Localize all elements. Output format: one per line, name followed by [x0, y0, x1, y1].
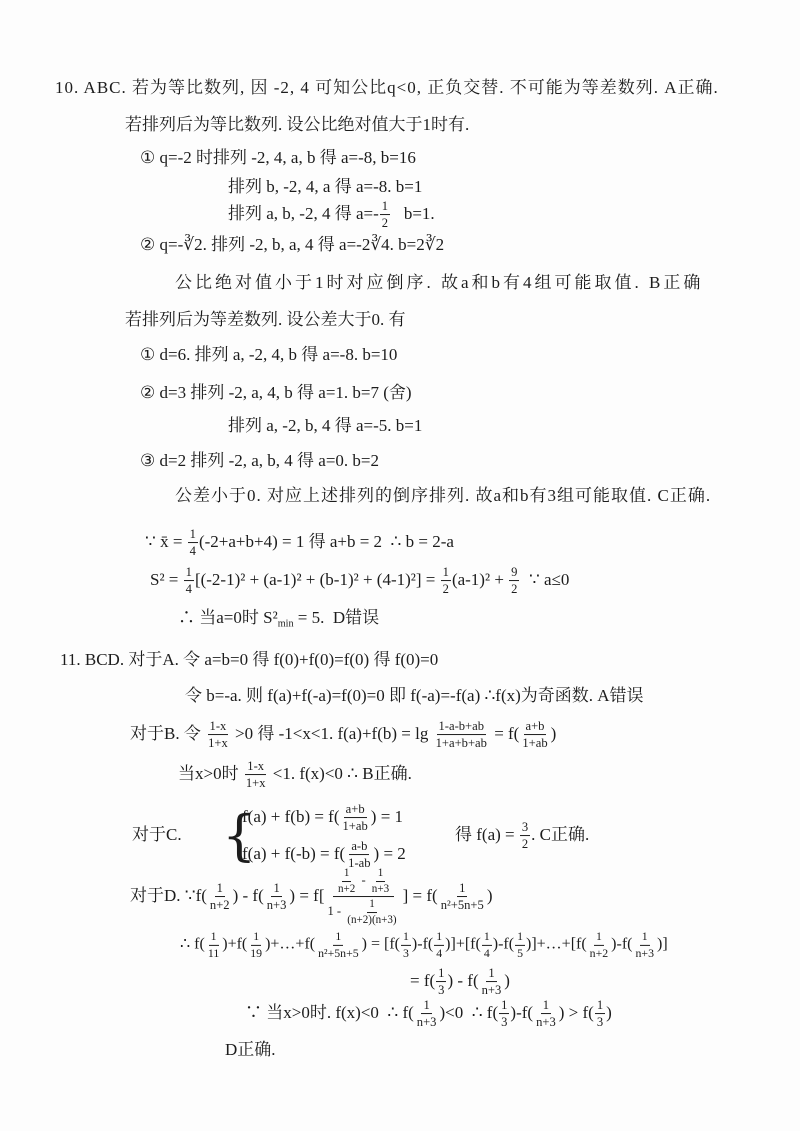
fraction-numerator	[349, 839, 369, 855]
text-run: ) = f[	[289, 885, 325, 905]
text-run: 排列 a, -2, b, 4 得 a=-5. b=1	[228, 415, 423, 435]
arithmetic-case-3-d2	[140, 451, 379, 471]
fraction-denominator	[439, 898, 486, 913]
text-run: ) = 1	[370, 806, 404, 826]
fraction-numerator	[520, 820, 530, 836]
fraction	[434, 719, 489, 751]
text-run: 对于C.	[132, 824, 182, 844]
text-run: 5	[517, 945, 523, 960]
option-b-conclusion	[178, 759, 412, 791]
fraction-denominator	[499, 1015, 509, 1030]
fraction-numerator	[541, 998, 551, 1014]
fraction	[595, 998, 605, 1030]
option-c-label	[132, 825, 182, 845]
fraction-denominator	[515, 946, 525, 961]
option-d-conclusion	[225, 1040, 276, 1060]
text-run: ) - f(	[232, 885, 264, 905]
fraction-denominator	[441, 582, 451, 597]
fraction	[184, 565, 194, 597]
text-run: (-2+a+b+4) = 1 得 a+b = 2 ∴ b = 2-a	[198, 531, 454, 551]
text-run: ∵ a≤0	[520, 569, 570, 589]
fraction-numerator	[215, 881, 225, 897]
fraction-denominator	[480, 983, 504, 998]
text-run: n+3	[266, 898, 287, 913]
arithmetic-case-intro	[125, 310, 406, 330]
option-d-sum-result	[410, 966, 510, 998]
text-run: 1	[501, 998, 508, 1013]
fraction-numerator	[271, 881, 281, 897]
fraction-numerator	[208, 719, 229, 735]
fraction	[515, 930, 525, 960]
text-run: (n+2)(n+3)	[347, 914, 397, 927]
text-run: 公比绝对值小于1时对应倒序. 故a和b有4组可能取值. B正确	[175, 272, 704, 292]
text-run: n+3	[416, 1015, 437, 1030]
fraction-denominator	[595, 1015, 605, 1030]
text-run: 3	[521, 820, 529, 835]
text-run: 11	[207, 945, 220, 960]
fraction	[534, 998, 558, 1030]
fraction-denominator	[401, 946, 411, 961]
fraction	[244, 759, 268, 791]
text-run: 11. BCD. 对于A. 令 a=b=0 得 f(0)+f(0)=f(0) 得 f(0)=0	[60, 649, 439, 669]
variance-minimum-d	[178, 608, 379, 628]
text-run: 2	[442, 582, 449, 597]
fraction-numerator	[333, 867, 394, 897]
fraction-denominator	[588, 946, 611, 961]
fraction-denominator	[434, 736, 489, 751]
fraction	[326, 867, 402, 927]
text-run: 1-ab	[348, 856, 371, 871]
fraction	[439, 881, 486, 913]
fraction	[482, 930, 492, 960]
fraction	[520, 719, 549, 751]
text-run: )-f(	[510, 1002, 534, 1022]
fraction	[415, 998, 439, 1030]
text-run: ) = [f(	[361, 935, 400, 953]
arithmetic-case-2-d3	[140, 383, 412, 403]
geometric-conclusion-b	[175, 273, 703, 293]
text-run: [(-2-1)² + (a-1)² + (b-1)² + (4-1)²] =	[194, 569, 440, 589]
odd-function-proof	[185, 686, 644, 706]
fraction	[441, 565, 451, 597]
fraction-denominator	[316, 946, 361, 961]
fraction-denominator	[336, 882, 357, 896]
fraction	[499, 998, 509, 1030]
fraction-denominator	[265, 898, 289, 913]
text-run: 1+ab	[522, 736, 548, 751]
fraction	[588, 930, 611, 960]
text-run: ① d=6. 排列 a, -2, 4, b 得 a=-8. b=10	[140, 344, 398, 364]
fraction	[341, 802, 370, 834]
text-run: 1	[189, 527, 196, 542]
text-run: ] = f(	[402, 885, 438, 905]
fraction-numerator	[436, 966, 446, 982]
fraction-numerator	[509, 565, 519, 581]
text-run: -	[358, 873, 369, 888]
text-run: 10. ABC. 若为等比数列, 因 -2, 4 可知公比q<0, 正负交替. 不可能为等差数列. A正确.	[55, 77, 719, 97]
text-run: f(a) + f(-b) = f(	[242, 843, 346, 863]
text-run: 1	[381, 199, 389, 214]
fraction	[208, 881, 232, 913]
text-run: 1	[216, 881, 223, 896]
text-run: 排列 a, b, -2, 4 得 a=-	[228, 203, 379, 223]
fraction-numerator	[437, 719, 487, 735]
fraction-denominator	[482, 946, 492, 961]
fraction-denominator	[633, 946, 656, 961]
fraction	[509, 565, 519, 597]
fraction	[370, 867, 391, 895]
text-run: n²+5n+5	[440, 898, 484, 913]
text-run: 1	[517, 928, 523, 943]
fraction-denominator	[415, 1015, 439, 1030]
fraction	[265, 881, 289, 913]
text-run: 若排列后为等比数列. 设公比绝对值大于1时有.	[125, 114, 470, 134]
fraction-denominator	[206, 946, 221, 961]
text-run: 1+x	[245, 776, 266, 791]
fraction-denominator	[208, 898, 232, 913]
text-run: 1-x	[247, 759, 265, 774]
text-run: 19	[250, 945, 263, 960]
arithmetic-case-1-d6	[140, 345, 397, 365]
text-run: b=1.	[391, 203, 435, 223]
text-run: )	[504, 970, 510, 990]
text-run: 1	[335, 928, 342, 943]
fraction	[248, 930, 264, 960]
fraction-denominator	[326, 898, 402, 927]
text-run: )]+…+[f(	[525, 935, 587, 953]
fraction-denominator	[520, 837, 530, 852]
text-run: ∴ f(	[180, 935, 205, 953]
fraction-numerator	[184, 565, 194, 581]
geometric-case-1-arrangement-3	[228, 199, 435, 231]
text-run: 对于D. ∵f(	[130, 885, 207, 905]
problem-10-answer	[55, 78, 719, 98]
text-run: {	[222, 804, 257, 867]
text-run: 1	[343, 867, 350, 880]
text-run: )<0 ∴ f(	[439, 1002, 499, 1022]
option-c-equation-1	[242, 802, 403, 834]
fraction-denominator	[244, 776, 268, 791]
text-run: 1	[403, 928, 409, 943]
text-run: 1	[641, 928, 648, 943]
fraction	[316, 930, 361, 960]
text-run: 得 f(a) =	[455, 824, 519, 844]
fraction-denominator	[206, 736, 230, 751]
text-run: 公差小于0. 对应上述排列的倒序排列. 故a和b有3组可能取值. C正确.	[175, 485, 712, 505]
fraction	[434, 930, 444, 960]
fraction	[336, 867, 357, 895]
text-run: 3	[438, 983, 445, 998]
fraction	[401, 930, 411, 960]
fraction	[206, 930, 221, 960]
option-d-inequality	[245, 998, 612, 1030]
fraction-denominator	[520, 736, 549, 751]
text-run: )]+[f(	[445, 935, 481, 953]
text-run: 1	[595, 928, 602, 943]
fraction-denominator	[370, 882, 391, 896]
text-run: ② q=-∛2. 排列 -2, b, a, 4 得 a=-2∛4. b=2∛2	[140, 234, 445, 254]
text-run: >0 得 -1<x<1. f(a)+f(b) = lg	[230, 723, 433, 743]
option-d-difference	[130, 867, 493, 927]
text-run: a+b	[525, 719, 545, 734]
text-run: 2	[521, 837, 529, 852]
text-run: = 5. D错误	[293, 607, 380, 627]
text-run: ③ d=2 排列 -2, a, b, 4 得 a=0. b=2	[140, 450, 380, 470]
fraction	[380, 199, 390, 231]
text-run: 对于B. 令	[130, 723, 206, 743]
fraction-denominator	[188, 544, 198, 559]
fraction-numerator	[367, 899, 377, 914]
text-run: ① q=-2 时排列 -2, 4, a, b 得 a=-8, b=16	[140, 147, 416, 167]
geometric-case-1-q-neg2	[140, 148, 416, 168]
text-run: a+b	[345, 802, 365, 817]
text-run: n+2	[589, 945, 609, 960]
fraction	[345, 899, 398, 927]
text-run: )-f(	[411, 935, 434, 953]
text-run: 1	[253, 928, 260, 943]
fraction-denominator	[341, 819, 370, 834]
text-run: ∵ x̄ =	[145, 531, 187, 551]
text-run: 2	[511, 582, 518, 597]
text-run: n+2	[338, 882, 356, 895]
text-run: )	[606, 1002, 612, 1022]
fraction-numerator	[380, 199, 390, 215]
fraction-numerator	[486, 966, 496, 982]
text-run: f(a) + f(b) = f(	[242, 806, 340, 826]
text-run: <1. f(x)<0 ∴ B正确.	[268, 763, 412, 783]
text-run: ∵ 当x>0时. f(x)<0 ∴ f(	[245, 1002, 414, 1022]
variance-equation	[150, 565, 569, 597]
text-run: 3	[403, 945, 409, 960]
text-run: )-f(	[611, 935, 633, 953]
fraction-numerator	[640, 930, 650, 946]
text-run: 9	[511, 565, 518, 580]
text-run: 1-a-b+ab	[438, 719, 485, 734]
subscript: min	[277, 618, 294, 630]
text-run: )-f(	[492, 935, 515, 953]
fraction-denominator	[380, 216, 390, 231]
fraction	[436, 966, 446, 998]
text-run: 排列 b, -2, 4, a 得 a=-8. b=1	[228, 176, 423, 196]
fraction-numerator	[401, 930, 411, 946]
fraction-denominator	[434, 946, 444, 961]
text-run: ∴ 当a=0时 S²	[178, 607, 278, 627]
fraction-numerator	[441, 565, 451, 581]
fraction-numerator	[245, 759, 266, 775]
text-run: = f(	[410, 970, 436, 990]
text-run: 1	[210, 928, 217, 943]
option-b-derivation	[130, 719, 556, 751]
text-run: n²+5n+5	[318, 945, 359, 960]
text-run: D正确.	[225, 1039, 276, 1059]
text-run: 1 -	[327, 904, 345, 919]
text-run: a-b	[351, 839, 368, 854]
fraction-denominator	[509, 582, 519, 597]
text-run: )+…+f(	[265, 935, 316, 953]
text-run: ② d=3 排列 -2, a, 4, b 得 a=1. b=7 (舍)	[140, 382, 412, 402]
fraction	[188, 527, 198, 559]
text-run: n+3	[481, 983, 502, 998]
text-run: 当x>0时	[178, 763, 243, 783]
text-run: (a-1)² +	[451, 569, 509, 589]
text-run: 4	[436, 945, 443, 960]
text-run: 1	[596, 998, 604, 1013]
text-run: 4	[483, 945, 490, 960]
fraction-numerator	[251, 930, 261, 946]
fraction-numerator	[595, 998, 605, 1014]
text-run: 3	[596, 1015, 604, 1030]
fraction-numerator	[515, 930, 525, 946]
text-run: 1	[436, 928, 443, 943]
text-run: 1	[442, 565, 449, 580]
fraction-numerator	[434, 930, 444, 946]
text-run: 2	[381, 216, 389, 231]
text-run: ) = 2	[373, 843, 406, 863]
text-run: 3	[501, 1015, 508, 1030]
text-run: 1	[273, 881, 280, 896]
text-run: n+3	[635, 945, 654, 960]
text-run: = f(	[489, 723, 520, 743]
fraction-numerator	[333, 930, 343, 946]
fraction	[633, 930, 656, 960]
fraction	[480, 966, 504, 998]
text-run: )+f(	[222, 935, 248, 953]
fraction-numerator	[376, 867, 386, 882]
text-run: 1	[459, 881, 466, 896]
text-run: n+2	[209, 898, 230, 913]
option-d-telescoping-sum	[180, 930, 668, 960]
geometric-case-2	[140, 235, 444, 255]
text-run: )	[486, 885, 493, 905]
text-run: 1	[423, 998, 430, 1013]
text-run: )]	[656, 935, 668, 953]
fraction-numerator	[524, 719, 547, 735]
fraction-denominator	[436, 983, 446, 998]
fraction-numerator	[594, 930, 604, 946]
text-run: 1	[185, 565, 192, 580]
fraction-denominator	[184, 582, 194, 597]
fraction-numerator	[188, 527, 198, 543]
problem-11-answer-a	[60, 650, 438, 670]
text-run: 1-x	[209, 719, 227, 734]
text-run: . C正确.	[531, 824, 590, 844]
mean-equation	[145, 527, 454, 559]
fraction-denominator	[248, 946, 264, 961]
geometric-case-intro	[125, 115, 469, 135]
text-run: 令 b=-a. 则 f(a)+f(-a)=f(0)=0 即 f(-a)=-f(a) ∴f(x)为奇函数. A错误	[185, 685, 644, 705]
arithmetic-conclusion-c	[175, 486, 711, 506]
text-run: ) - f(	[447, 970, 479, 990]
text-run: n+3	[536, 1015, 556, 1030]
option-c-conclusion	[455, 820, 589, 852]
text-run: 1+ab	[342, 819, 368, 834]
fraction-numerator	[421, 998, 431, 1014]
fraction-denominator	[345, 913, 398, 927]
text-run: 1+x	[208, 736, 228, 751]
text-run: 4	[185, 582, 192, 597]
fraction-denominator	[534, 1015, 558, 1030]
fraction	[520, 820, 530, 852]
text-run: 1	[488, 966, 495, 981]
text-run: 1	[542, 998, 550, 1013]
fraction-numerator	[499, 998, 509, 1014]
text-run: 若排列后为等差数列. 设公差大于0. 有	[125, 309, 406, 329]
fraction-numerator	[457, 881, 467, 897]
text-run: 4	[189, 544, 196, 559]
arithmetic-case-2-arrangement-2	[228, 416, 422, 436]
geometric-case-1-arrangement-2	[228, 177, 422, 197]
text-run: 1	[438, 966, 445, 981]
text-run: n+3	[371, 882, 390, 895]
text-run: 1+a+b+ab	[435, 736, 487, 751]
fraction	[206, 719, 230, 751]
fraction-numerator	[344, 802, 367, 818]
text-run: S² =	[150, 569, 183, 589]
text-run: 1	[377, 867, 384, 880]
text-run: ) > f(	[558, 1002, 594, 1022]
text-run: 1	[483, 928, 490, 943]
text-run: 1	[369, 898, 375, 911]
fraction-numerator	[342, 867, 352, 882]
fraction-numerator	[482, 930, 492, 946]
text-run: )	[550, 723, 557, 743]
fraction-numerator	[209, 930, 219, 946]
